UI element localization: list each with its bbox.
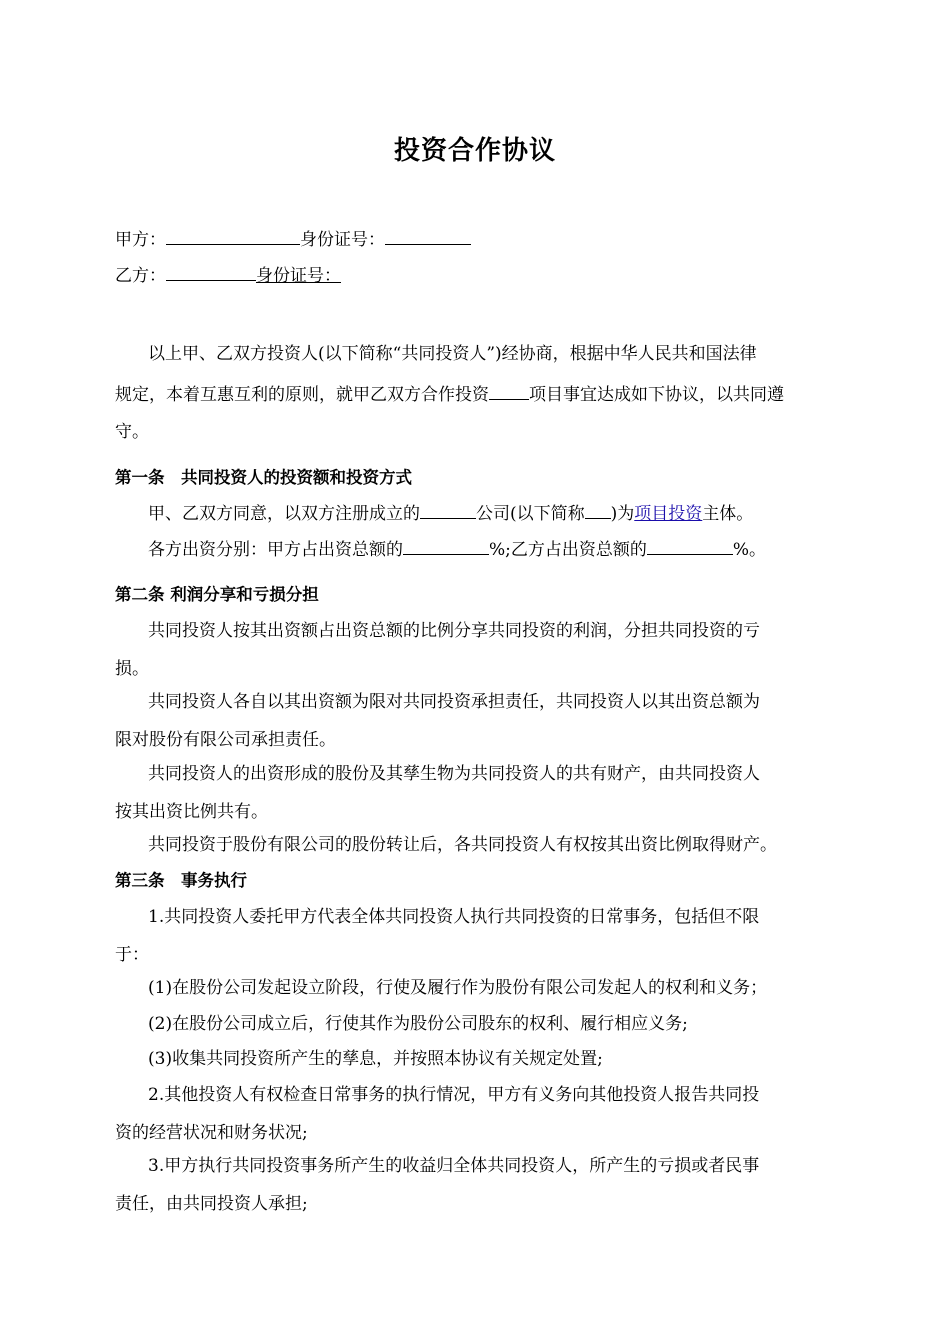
party-b-name-blank[interactable] [166,262,256,281]
article-1-para-1-end: 主体。 [702,504,754,524]
intro-line-1: 以上甲、乙双方投资人(以下简称“共同投资人”)经协商，根据中华人民共和国法律 [148,344,757,364]
intro-line-3: 守。 [115,422,149,442]
article-2-line-3: 共同投资人各自以其出资额为限对共同投资承担责任，共同投资人以其出资总额为 [148,692,760,712]
article-1-para-2-start: 各方出资分别：甲方占出资总额的 [148,540,403,560]
party-a-share-blank[interactable] [403,536,489,555]
article-3-line-4: (2)在股份公司成立后，行使其作为股份公司股东的权利、履行相应义务; [148,1014,688,1034]
party-a-label: 甲方： [115,230,166,250]
project-investment-link[interactable]: 项目投资 [634,504,703,524]
article-1-para-1-start: 甲、乙双方同意，以双方注册成立的 [148,504,420,524]
party-a-name-blank[interactable] [166,226,300,245]
article-1-para-2-end: %。 [732,540,767,560]
project-name-blank[interactable] [489,381,529,400]
short-name-blank[interactable] [585,500,611,519]
article-3-line-6: 2.其他投资人有权检查日常事务的执行情况，甲方有义务向其他投资人报告共同投 [148,1085,760,1105]
article-2-line-4: 限对股份有限公司承担责任。 [115,730,336,750]
intro-line-2 [115,381,784,407]
intro-line-2-end: 项目事宜达成如下协议，以共同遵 [529,385,784,405]
party-b-id-label: 身份证号： [256,266,341,286]
article-2-line-7: 共同投资于股份有限公司的股份转让后，各共同投资人有权按其出资比例取得财产。 [148,835,777,855]
article-3-line-7: 资的经营状况和财务状况; [115,1123,308,1143]
article-1-heading: 第一条 共同投资人的投资额和投资方式 [115,468,412,487]
article-3-line-2: 于： [115,945,149,965]
article-2-heading: 第二条 利润分享和亏损分担 [115,585,319,604]
article-3-line-9: 责任，由共同投资人承担; [115,1194,308,1214]
article-2-line-1: 共同投资人按其出资额占出资总额的比例分享共同投资的利润，分担共同投资的亏 [148,621,760,641]
article-3-line-3: (1)在股份公司发起设立阶段，行使及履行作为股份有限公司发起人的权利和义务； [148,978,768,998]
party-b-share-blank[interactable] [647,536,733,555]
article-3-line-5: (3)收集共同投资所产生的孳息，并按照本协议有关规定处置; [148,1049,603,1069]
party-a-id-label: 身份证号： [300,230,385,250]
article-1-para-2 [148,536,766,562]
article-1-para-1-mid: 公司(以下简称 [476,504,585,524]
article-2-line-5: 共同投资人的出资形成的股份及其孳生物为共同投资人的共有财产，由共同投资人 [148,764,760,784]
company-name-blank[interactable] [420,500,476,519]
article-2-line-2: 损。 [115,659,149,679]
article-1-para-1 [148,500,753,526]
party-b-line [115,262,341,288]
party-b-label: 乙方： [115,266,166,286]
article-1-para-1-mid2: )为 [610,504,635,524]
article-3-line-1: 1.共同投资人委托甲方代表全体共同投资人执行共同投资的日常事务，包括但不限 [148,907,760,927]
article-3-line-8: 3.甲方执行共同投资事务所产生的收益归全体共同投资人，所产生的亏损或者民事 [148,1156,760,1176]
article-1-para-2-mid: %;乙方占出资总额的 [489,540,647,560]
intro-line-2-start: 规定，本着互惠互利的原则，就甲乙双方合作投资 [115,385,489,405]
party-a-id-blank[interactable] [385,226,471,245]
party-a-line [115,226,471,252]
article-2-line-6: 按其出资比例共有。 [115,802,268,822]
document-title: 投资合作协议 [393,136,556,166]
article-3-heading: 第三条 事务执行 [115,871,247,890]
